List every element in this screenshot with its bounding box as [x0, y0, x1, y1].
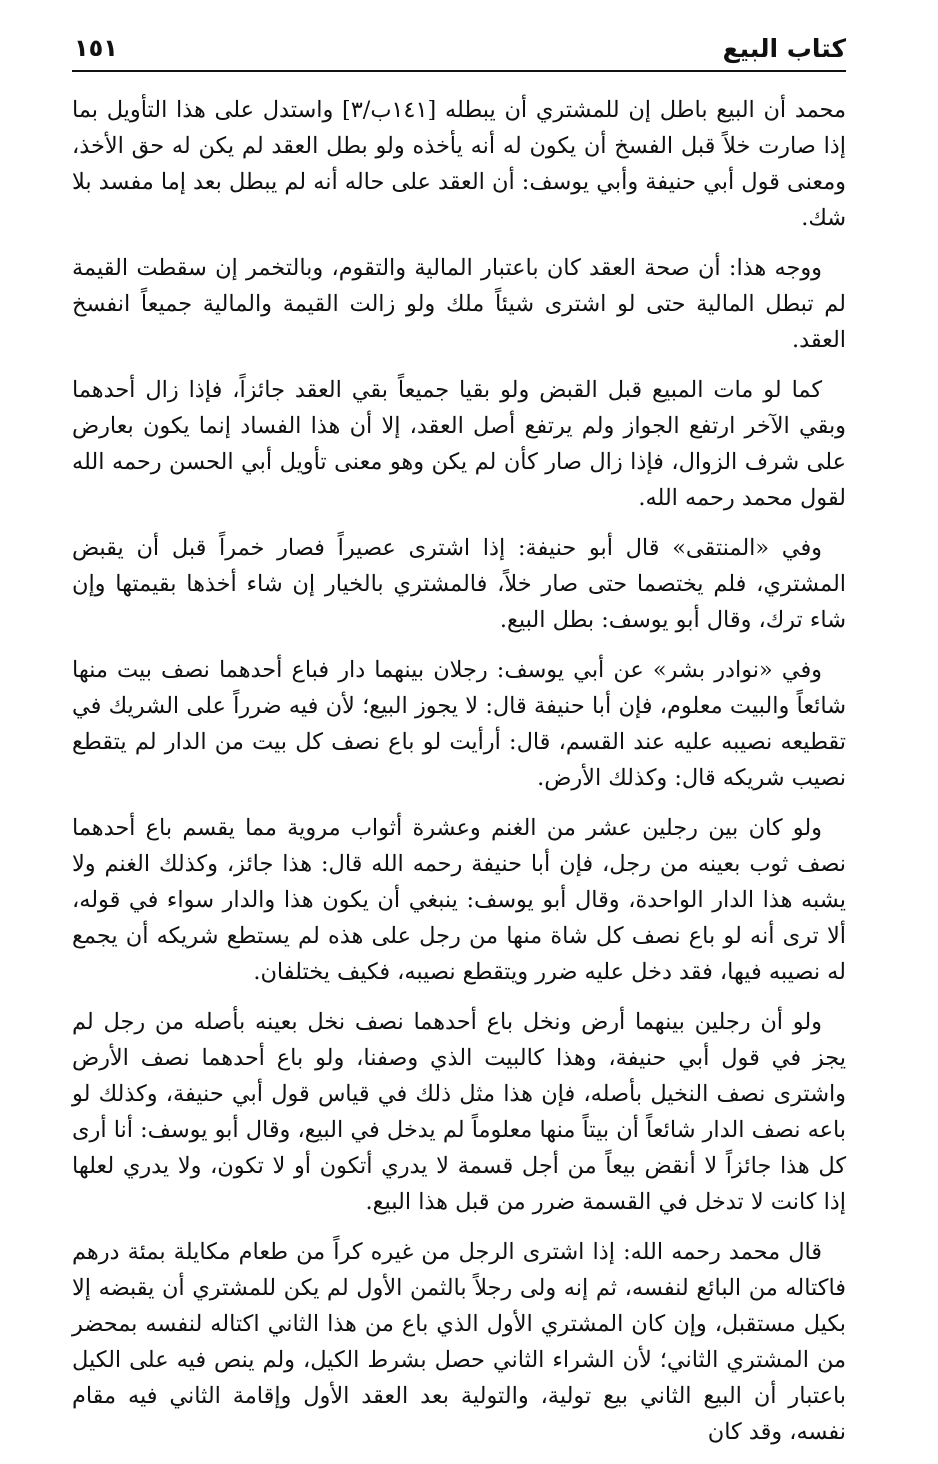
paragraph-8: قال محمد رحمه الله: إذا اشترى الرجل من غيره كراً من طعام مكايلة بمئة درهم فاكتاله من البائع لنفسه، ثم إنه ولى رجلاً بالثمن الأول لم يكن للمشتري أن يقبضه إلا بكيل مستقبل، وإن كان المشتري الأول الذي باع من هذا الثاني اكتاله لنفسه بمحضر من المشتري الثاني؛ لأن الشراء الثاني حصل بشرط الكيل، ولم ينص فيه على الكيل باعتبار أن البيع الثاني بيع تولية، والتولية بعد العقد الأول وإقامة الثاني فيه مقام نفسه، وقد كان	[72, 1239, 846, 1445]
paragraph-7: ولو أن رجلين بينهما أرض ونخل باع أحدهما نصف نخل بعينه بأصله من رجل لم يجز في قول أبي حنيفة، وهذا كالبيت الذي وصفنا، ولو باع أحدهما نصف الأرض واشترى نصف النخيل بأصله، فإن هذا مثل ذلك في قياس قول أبي حنيفة، وكذلك لو باعه نصف الدار شائعاً أن بيتاً منها معلوماً لم يدخل في البيع، وقال أبو يوسف: أنا أرى كل هذا جائزاً لا أنقض بيعاً من أجل قسمة لا يدري أتكون أو لا تكون، ولا يدري لعلها إذا كانت لا تدخل في القسمة ضرر من قبل هذا البيع.	[72, 1009, 846, 1215]
header-divider	[72, 70, 846, 72]
paragraph-3: كما لو مات المبيع قبل القبض ولو بقيا جميعاً بقي العقد جائزاً، فإذا زال أحدهما وبقي الآخر ارتفع الجواز ولم يرتفع أصل العقد، إلا أن هذا الفساد إنما يكون بعارض على شرف الزوال، فإذا زال صار كأن لم يكن وهو معنى تأويل أبي الحسن رحمه الله لقول محمد رحمه الله.	[72, 377, 846, 511]
paragraph-4: وفي «المنتقى» قال أبو حنيفة: إذا اشترى عصيراً فصار خمراً قبل أن يقبض المشتري، فلم يختصما حتى صار خلاً، فالمشتري بالخيار إن شاء أخذها بقيمتها وإن شاء ترك، وقال أبو يوسف: بطل البيع.	[72, 535, 846, 633]
paragraph-1: محمد أن البيع باطل إن للمشتري أن يبطله [١٤١ب/٣] واستدل على هذا التأويل بما إذا صارت خلاً قبل الفسخ أن يكون له أنه يأخذه ولو بطل العقد لم يكن له حق الأخذ، ومعنى قول أبي حنيفة وأبي يوسف: أن العقد على حاله أنه لم يبطل بعد إما مفسد بلا شك.	[72, 97, 846, 231]
paragraph-2: ووجه هذا: أن صحة العقد كان باعتبار المالية والتقوم، وبالتخمر إن سقطت القيمة لم تبطل المالية حتى لو اشترى شيئاً ملك ولو زالت القيمة والمالية جميعاً انفسخ العقد.	[72, 255, 846, 353]
paragraph-6: ولو كان بين رجلين عشر من الغنم وعشرة أثواب مروية مما يقسم باع أحدهما نصف ثوب بعينه من رجل، فإن أبا حنيفة رحمه الله قال: هذا جائز، وكذلك الغنم ولا يشبه هذا الدار الواحدة، وقال أبو يوسف: ينبغي أن يكون هذا والدار سواء في قوله، ألا ترى أنه لو باع نصف كل شاة منها من رجل على هذه لم يستطع شريكه أن يجمع له نصيبه فيها، فقد دخل عليه ضرر ويتقطع نصيبه، فكيف يختلفان.	[72, 815, 846, 985]
page-body	[72, 92, 846, 1464]
page-header	[72, 30, 846, 72]
chapter-title: كتاب البيع	[722, 34, 846, 63]
paragraph-5: وفي «نوادر بشر» عن أبي يوسف: رجلان بينهما دار فباع أحدهما نصف بيت منها شائعاً والبيت معلوم، فإن أبا حنيفة قال: لا يجوز البيع؛ لأن فيه ضرراً على الشريك في تقطيعه نصيبه عليه عند القسم، قال: أرأيت لو باع نصف كل بيت من الدار لم يتقطع نصيب شريكه قال: وكذلك الأرض.	[72, 657, 846, 791]
page-number: ١٥١	[74, 34, 118, 62]
